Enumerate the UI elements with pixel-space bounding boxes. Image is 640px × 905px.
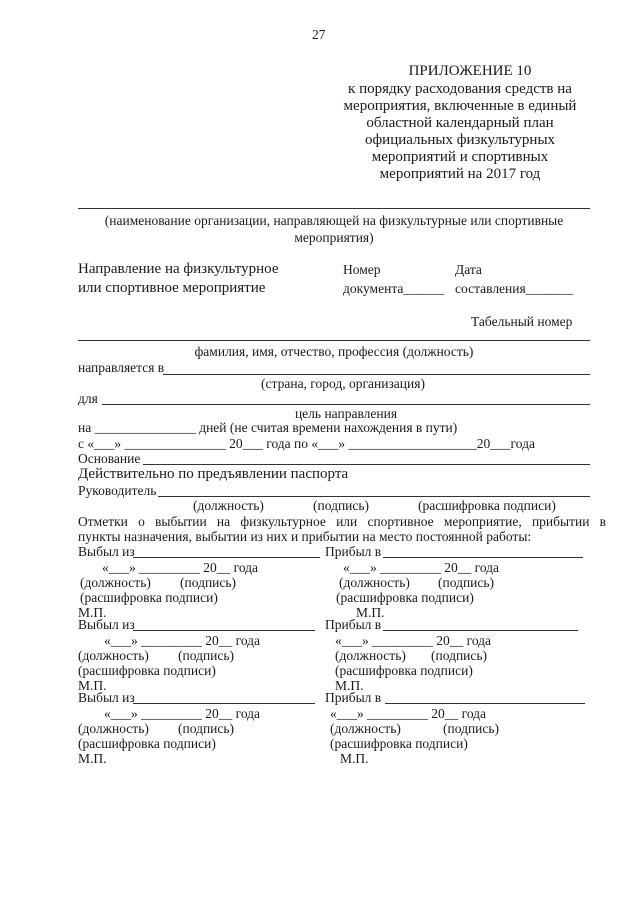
marks-word: о	[138, 514, 145, 529]
arrived-date: «___» _________ 20__ года	[335, 633, 492, 648]
basis-label: Основание	[78, 451, 141, 466]
departed-date: «___» _________ 20__ года	[104, 633, 261, 648]
arrived-label: Прибыл в	[325, 617, 382, 632]
departed-mp: М.П.	[78, 605, 107, 620]
departed-decoding: (расшифровка подписи)	[80, 590, 218, 605]
date-field: составления_______	[455, 281, 573, 296]
appendix-title: ПРИЛОЖЕНИЕ 10	[408, 63, 532, 79]
sent-to-label: направляется в	[78, 360, 165, 375]
head-decoding-caption: (расшифровка подписи)	[418, 498, 556, 513]
marks-word: или	[336, 514, 358, 529]
arrived-date: «___» _________ 20__ года	[343, 560, 500, 575]
arrived-label: Прибыл в	[325, 690, 382, 705]
departed-date: «___» _________ 20__ года	[102, 560, 259, 575]
fio-line	[78, 340, 590, 341]
departed-mp: М.П.	[78, 678, 107, 693]
head-line	[158, 496, 590, 497]
head-signature-caption: (подпись)	[313, 498, 370, 513]
departed-position: (должность)	[78, 648, 149, 663]
head-label: Руководитель	[78, 483, 157, 498]
departed-label: Выбыл из	[78, 617, 135, 632]
marks-word: Отметки	[78, 514, 128, 529]
arrived-decoding: (расшифровка подписи)	[336, 590, 474, 605]
arrived-date: «___» _________ 20__ года	[330, 706, 487, 721]
departed-signature: (подпись)	[180, 575, 237, 590]
organization-caption-2: мероприятия)	[294, 230, 374, 245]
departed-position: (должность)	[78, 721, 149, 736]
marks-word: выбытии	[155, 514, 207, 529]
arrived-position: (должность)	[335, 648, 406, 663]
departed-mp: М.П.	[78, 751, 107, 766]
period-line: с «___» _______________ 20___ года по «___» ___________________20___года	[78, 436, 535, 451]
arrived-line	[383, 630, 578, 631]
marks-word: в	[599, 514, 606, 529]
arrived-line	[385, 703, 585, 704]
appendix-line: областной календарный план	[366, 115, 554, 131]
basis-line	[143, 464, 590, 465]
appendix-line: мероприятий и спортивных	[371, 149, 549, 165]
arrived-mp: М.П.	[340, 751, 369, 766]
for-label: для	[78, 391, 98, 406]
arrived-line	[383, 557, 583, 558]
place-caption: (страна, город, организация)	[261, 376, 425, 391]
departed-position: (должность)	[80, 575, 151, 590]
arrived-signature: (подпись)	[443, 721, 500, 736]
tab-number-label: Табельный номер	[471, 314, 573, 329]
appendix-line: мероприятий на 2017 год	[379, 166, 541, 182]
fio-caption: фамилия, имя, отчество, профессия (должность)	[194, 344, 474, 359]
arrived-decoding: (расшифровка подписи)	[330, 736, 468, 751]
appendix-line: мероприятия, включенные в единый	[343, 98, 577, 114]
arrived-position: (должность)	[339, 575, 410, 590]
departed-line	[133, 557, 320, 558]
departed-date: «___» _________ 20__ года	[104, 706, 261, 721]
marks-word: на	[216, 514, 231, 529]
passport-note: Действительно по предъявлении паспорта	[78, 466, 349, 482]
marks-word: прибытии	[531, 514, 590, 529]
marks-word: спортивное	[367, 514, 434, 529]
arrived-mp: М.П.	[356, 605, 385, 620]
page-number: 27	[312, 27, 326, 42]
purpose-caption: цель направления	[294, 406, 398, 421]
appendix-line: официальных физкультурных	[364, 132, 556, 148]
departed-label: Выбыл из	[78, 544, 135, 559]
marks-word: мероприятие,	[443, 514, 522, 529]
date-label: Дата	[455, 262, 482, 277]
departed-label: Выбыл из	[78, 690, 135, 705]
departed-decoding: (расшифровка подписи)	[78, 736, 216, 751]
organization-line	[78, 208, 590, 209]
days-line: на _______________ дней (не считая времени нахождения в пути)	[78, 420, 458, 435]
departed-signature: (подпись)	[178, 648, 235, 663]
doc-number-label: Номер	[343, 262, 381, 277]
arrived-signature: (подпись)	[438, 575, 495, 590]
arrived-signature: (подпись)	[431, 648, 488, 663]
marks-word: физкультурное	[240, 514, 326, 529]
arrived-label: Прибыл в	[325, 544, 382, 559]
form-title: Направление на физкультурное	[78, 261, 279, 277]
departed-signature: (подпись)	[178, 721, 235, 736]
marks-line-1	[78, 515, 606, 529]
arrived-mp: М.П.	[335, 678, 364, 693]
departed-decoding: (расшифровка подписи)	[78, 663, 216, 678]
arrived-position: (должность)	[330, 721, 401, 736]
marks-line-2: пункты назначения, выбытии из них и прибытии на место постоянной работы:	[78, 529, 532, 544]
arrived-decoding: (расшифровка подписи)	[335, 663, 473, 678]
departed-line	[133, 630, 315, 631]
purpose-line	[102, 404, 590, 405]
head-position-caption: (должность)	[193, 498, 264, 513]
form-title-2: или спортивное мероприятие	[78, 280, 266, 296]
appendix-line: к порядку расходования средств на	[348, 81, 572, 97]
organization-caption: (наименование организации, направляющей на физкультурные или спортивные	[104, 213, 564, 228]
doc-number-field: документа______	[343, 281, 444, 296]
sent-to-line	[163, 374, 590, 375]
departed-line	[133, 703, 315, 704]
